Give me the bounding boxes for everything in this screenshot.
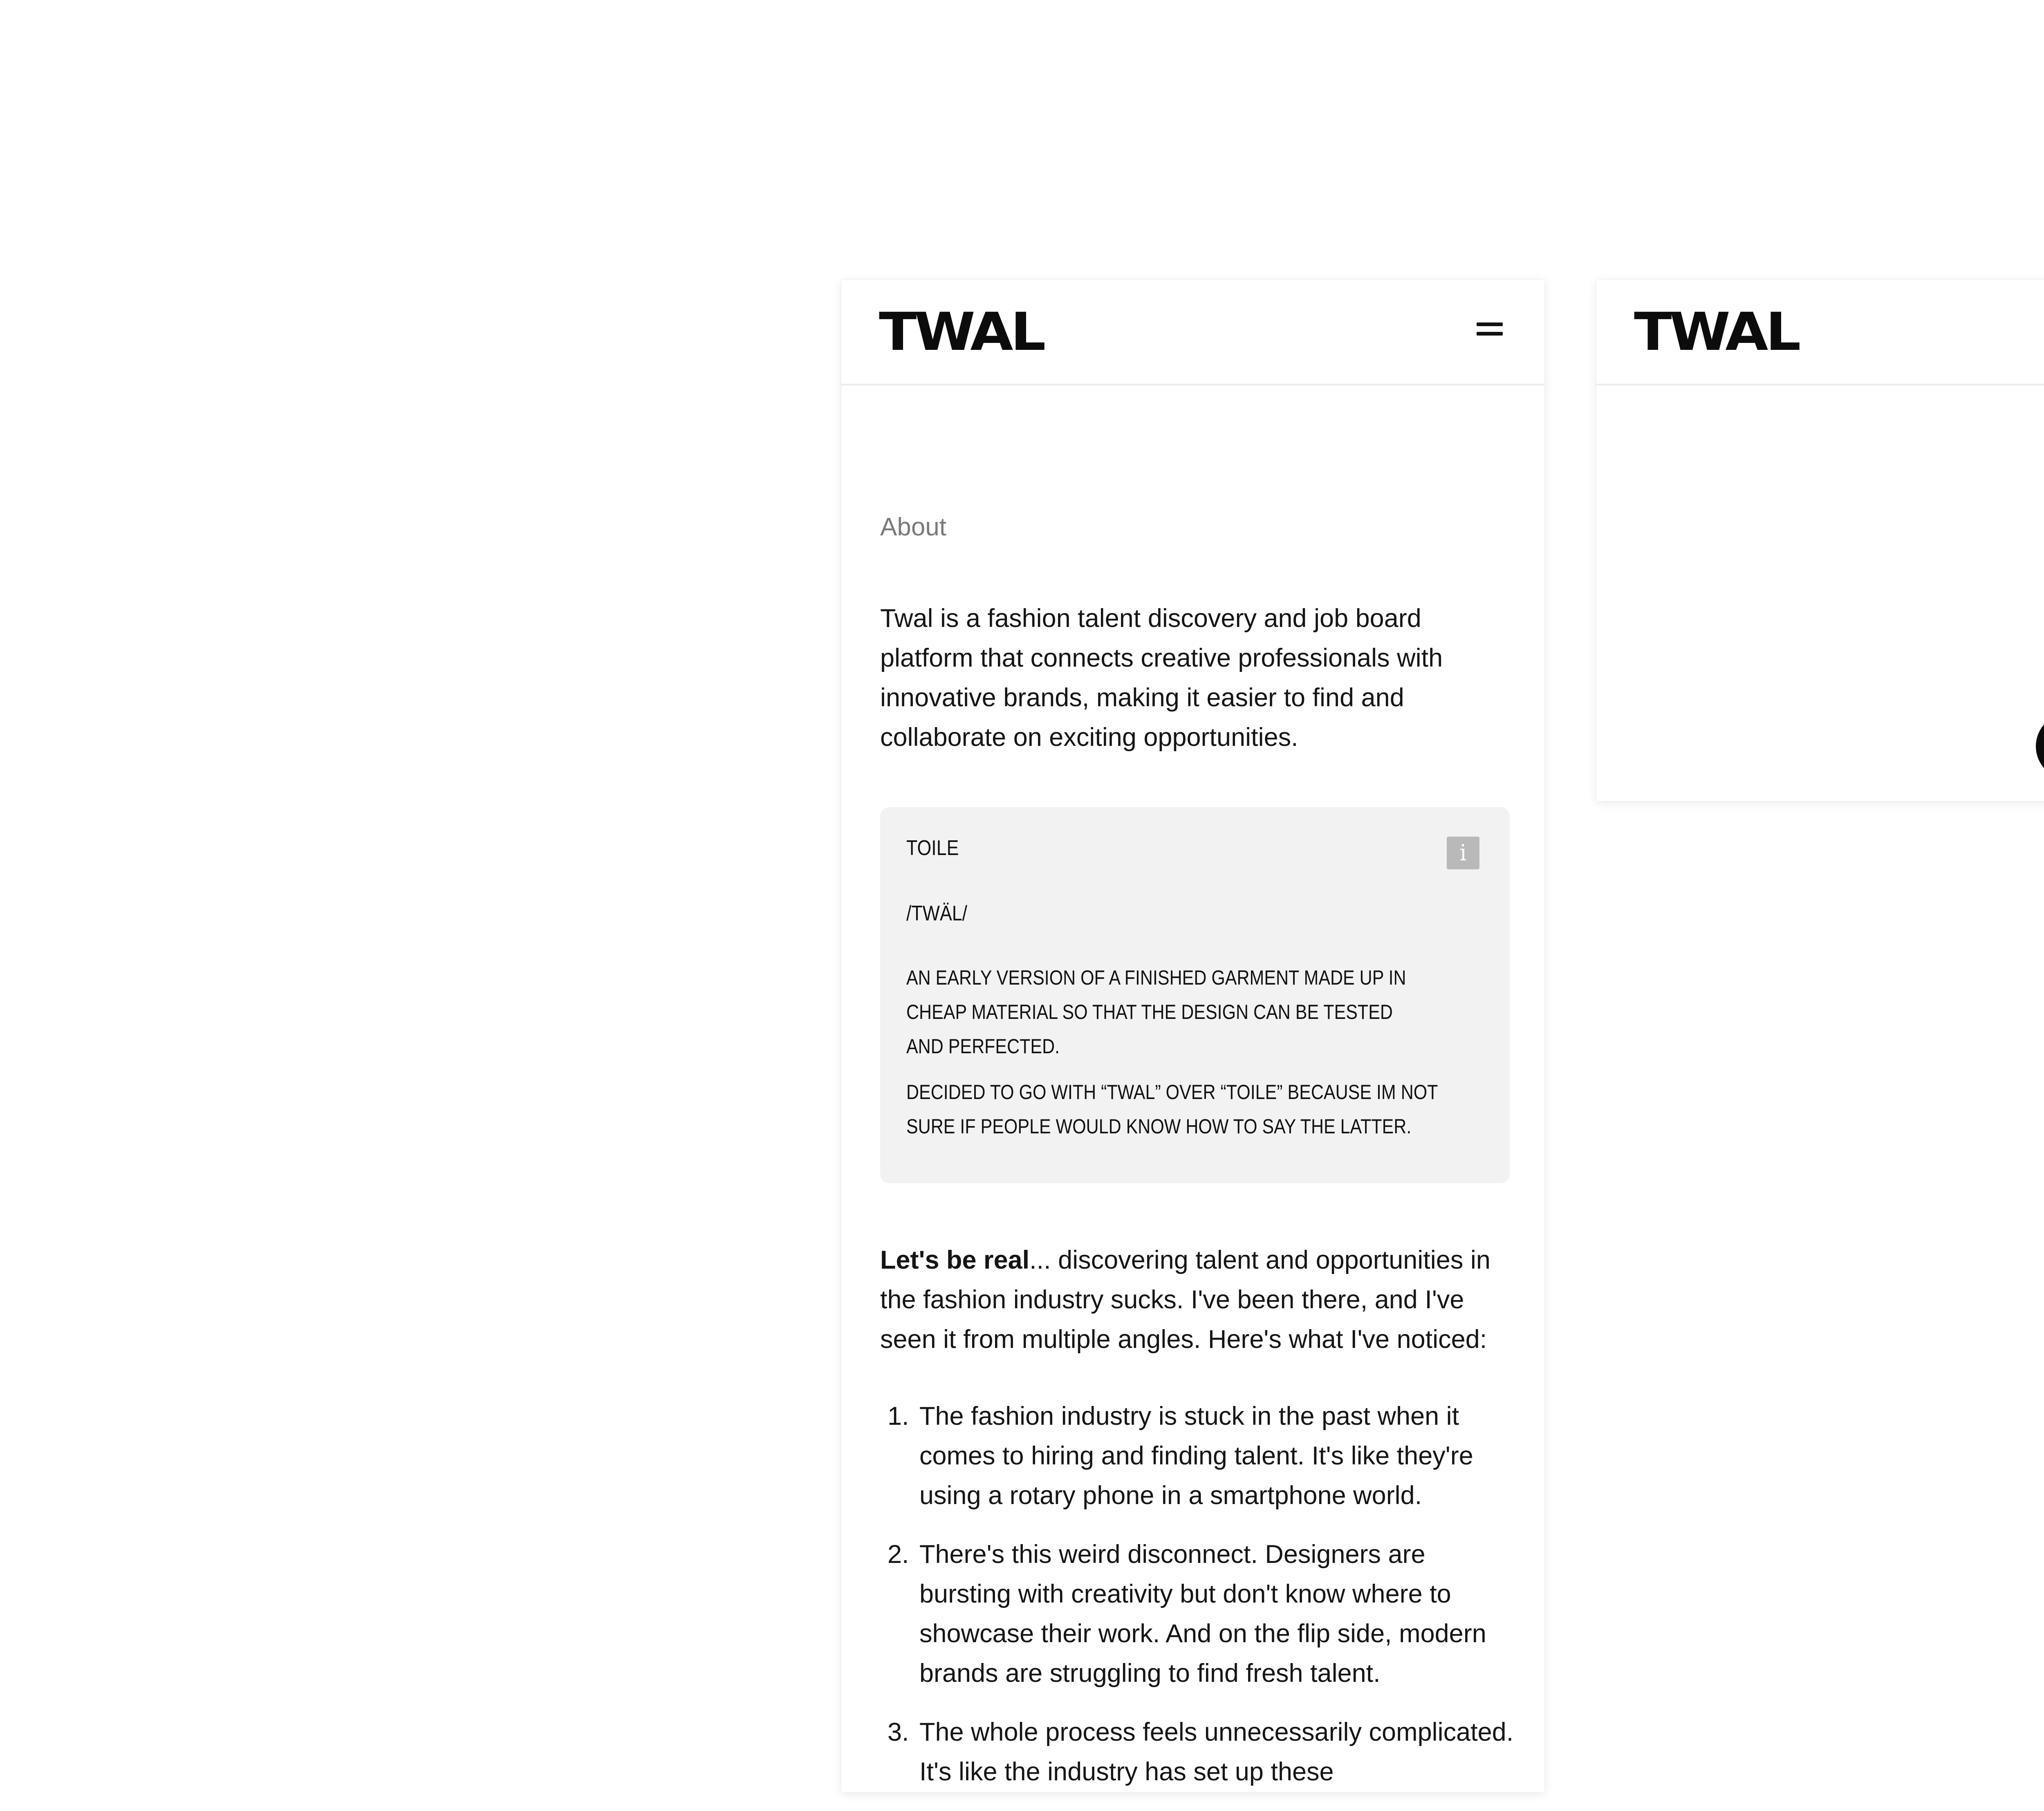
lets-be-real-bold: Let's be real [880,1246,1030,1274]
list-item [880,1713,1518,1792]
intro-paragraph: Twal is a fashion talent discovery and job board platform that connects creative professionals with innovative brands, making it easier to find and collaborate on exciting opportunities. [880,604,1443,752]
list-item-text: The whole process feels unnecessarily complicated. It's like the industry has set up these [919,1718,1514,1786]
list-number: 3. [888,1718,909,1746]
list-item [880,1535,1518,1693]
menu-bar [1477,332,1503,336]
nav-menu-panel [1596,280,2044,801]
about-page-panel [841,280,1544,1792]
menu-bar [1477,322,1503,326]
hamburger-menu-icon[interactable] [1474,313,1505,345]
logo[interactable]: TWAL [1634,302,1799,363]
logo[interactable]: TWAL [879,302,1044,363]
list-item-text: There's this weird disconnect. Designers are bursting with creativity but don't know where to showcase their work. And on the flip side, modern brands are struggling to find fresh talent. [919,1540,1486,1688]
definition-text: AN EARLY VERSION OF A FINISHED GARMENT MADE UP IN CHEAP MATERIAL SO THAT THE DESIGN CAN BE TESTED AND PERFECTED. [906,966,1406,1058]
definition-card [880,807,1510,1183]
list-number: 1. [888,1402,909,1430]
get-started-button[interactable] [2036,713,2044,779]
header-bar [841,280,1544,385]
definition-note: DECIDED TO GO WITH “TWAL” OVER “TOILE” BECAUSE IM NOT SURE IF PEOPLE WOULD KNOW HOW TO SAY THE LATTER. [906,1081,1438,1138]
header-bar [1596,280,2044,385]
list-item-text: The fashion industry is stuck in the past when it comes to hiring and finding talent. It's like they're using a rotary phone in a smartphone world. [919,1402,1473,1510]
list-item [880,1397,1518,1516]
info-icon[interactable]: i [1447,837,1479,869]
list-number: 2. [888,1540,909,1569]
page-title: About [880,513,947,541]
observations-list [880,1397,1518,1811]
lets-be-real-text: ... discovering talent and opportunities in the fashion industry sucks. I've been there, and I've seen it from multiple angles. Here's what I've noticed: [880,1246,1490,1354]
definition-pronunciation: /TWÄL/ [906,902,968,925]
definition-word: TOILE [906,836,959,860]
lets-be-real-paragraph [880,1240,1518,1359]
